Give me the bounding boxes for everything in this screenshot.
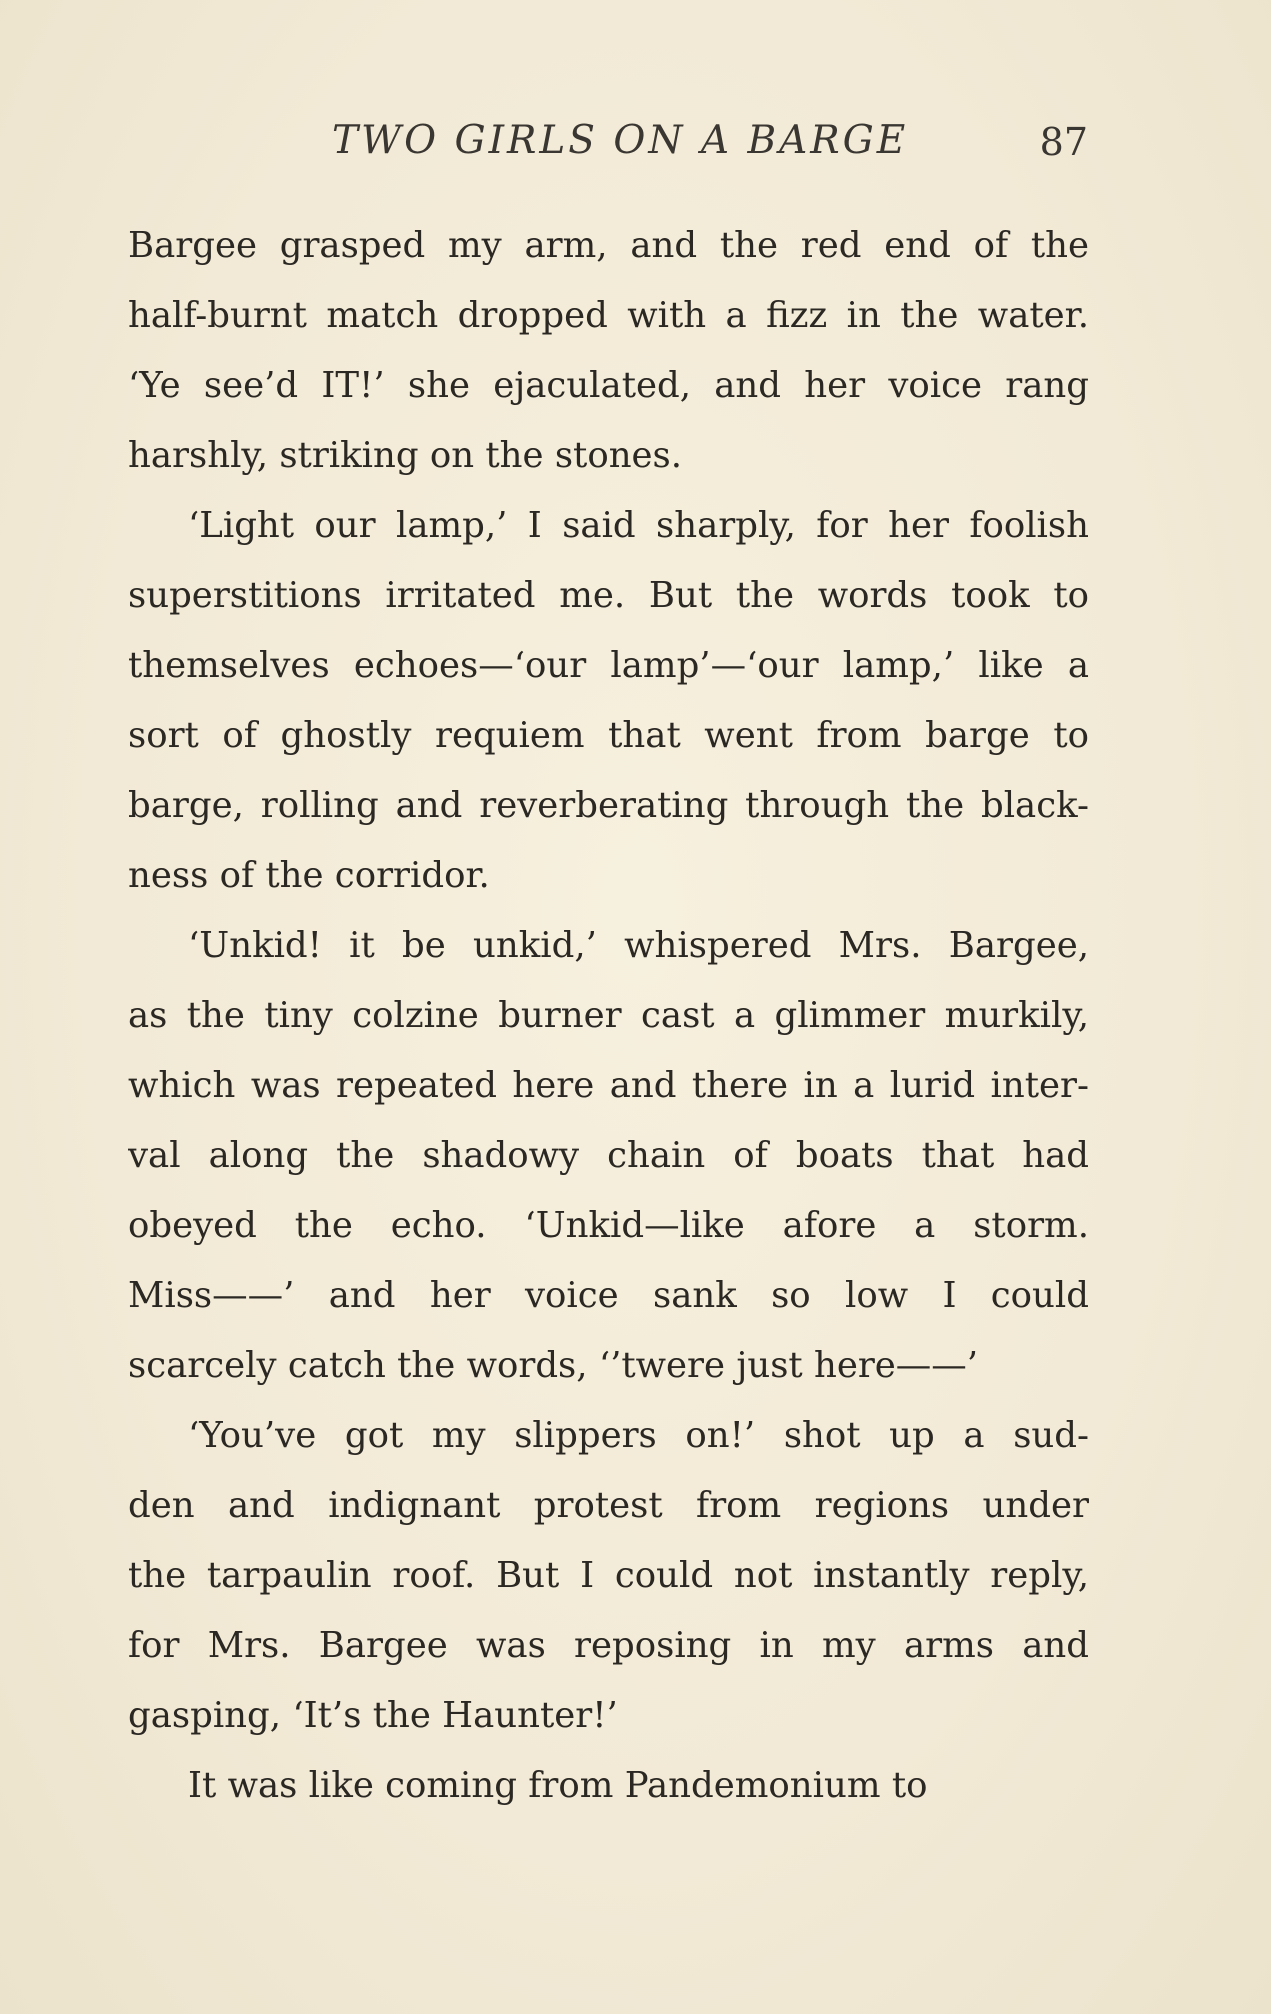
text-line: ‘Ye see’d IT!’ she ejaculated, and her voice rang (128, 365, 1089, 406)
text-line: the tarpaulin roof. But I could not instantly reply, (128, 1555, 1089, 1596)
text-line: half-burnt match dropped with a fizz in the water. (128, 295, 1089, 336)
text-line: harshly, striking on the stones. (128, 435, 683, 476)
text-line: which was repeated here and there in a lurid inter- (128, 1065, 1089, 1106)
text-line: Miss——’ and her voice sank so low I could (128, 1275, 1089, 1316)
text-line: sort of ghostly requiem that went from barge to (128, 715, 1089, 756)
text-line: themselves echoes—‘our lamp’—‘our lamp,’ like a (128, 645, 1089, 686)
paragraph-start-line: ‘You’ve got my slippers on!’ shot up a sud- (188, 1415, 1089, 1456)
paragraph-start-line: It was like coming from Pandemonium to (188, 1765, 928, 1806)
text-line: superstitions irritated me. But the words took to (128, 575, 1089, 616)
text-line: den and indignant protest from regions under (128, 1485, 1089, 1526)
text-line: gasping, ‘It’s the Haunter!’ (128, 1695, 618, 1736)
text-line: Bargee grasped my arm, and the red end of the (128, 225, 1089, 266)
page-number: 87 (1039, 120, 1088, 164)
text-line: for Mrs. Bargee was reposing in my arms and (128, 1625, 1089, 1666)
paragraph-start-line: ‘Unkid! it be unkid,’ whispered Mrs. Bargee, (188, 925, 1089, 966)
text-line: ness of the corridor. (128, 855, 490, 896)
text-line: val along the shadowy chain of boats that had (128, 1135, 1089, 1176)
text-line: barge, rolling and reverberating through the black- (128, 785, 1089, 826)
text-line: as the tiny colzine burner cast a glimmer murkily, (128, 995, 1089, 1036)
running-title: TWO GIRLS ON A BARGE (332, 118, 909, 163)
paragraph-start-line: ‘Light our lamp,’ I said sharply, for her foolish (188, 505, 1089, 546)
body-text (128, 211, 1089, 1821)
text-line: scarcely catch the words, ‘’twere just here——’ (128, 1345, 979, 1386)
running-head (128, 118, 1088, 178)
text-line: obeyed the echo. ‘Unkid—like afore a storm. (128, 1205, 1089, 1246)
